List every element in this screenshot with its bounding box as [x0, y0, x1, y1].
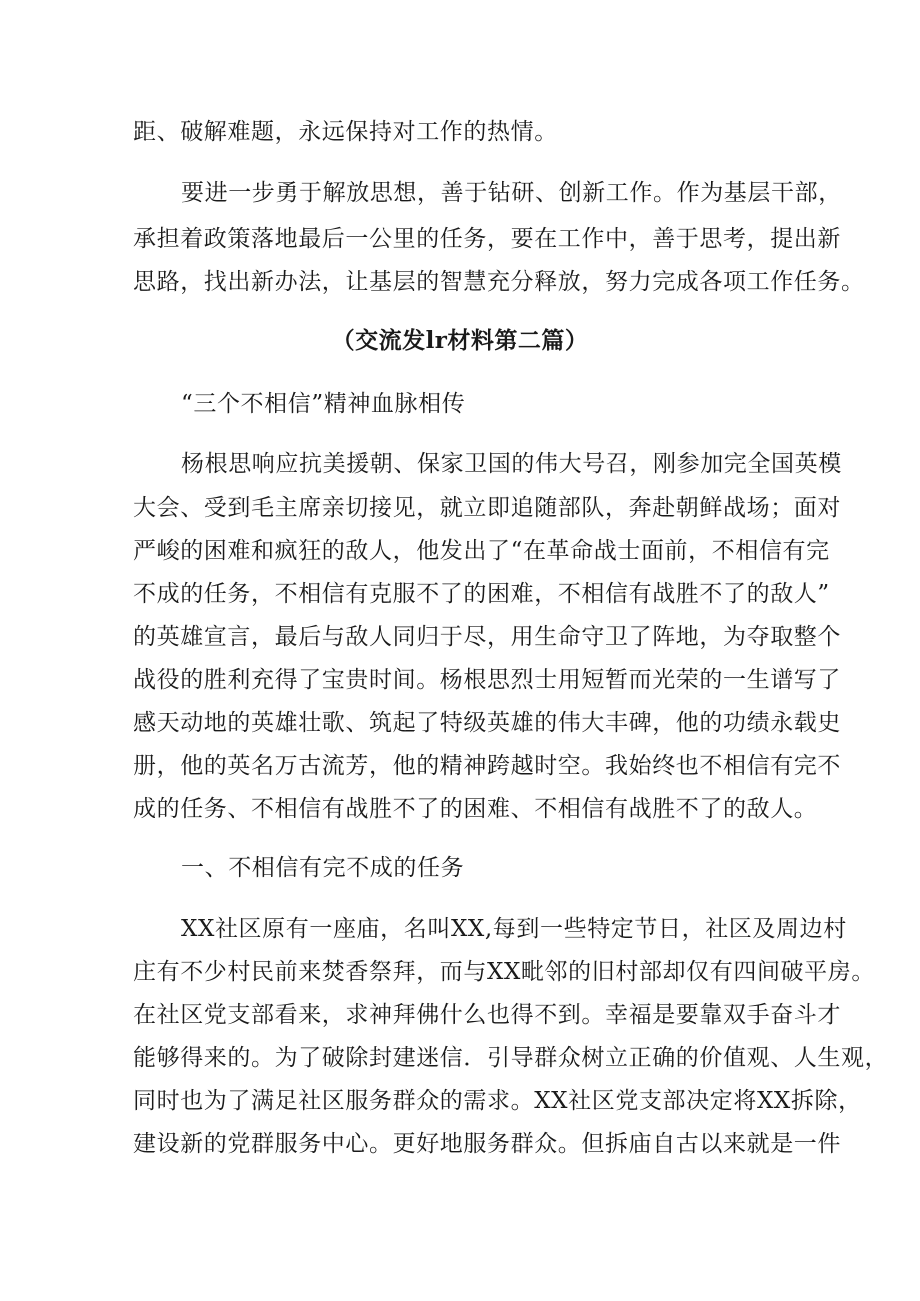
paragraph-line: XX社区原有一座庙，名叫XX,每到一些特定节日，社区及周边村: [181, 916, 847, 942]
section-heading: （交流发lr材料第二篇）: [331, 327, 589, 354]
paragraph-line: 要进一步勇于解放思想，善于钻研、创新工作。作为基层干部，: [181, 180, 842, 206]
paragraph-line: 大会、受到毛主席亲切接见，就立即追随部队，奔赴朝鲜战场；面对: [133, 495, 841, 521]
paragraph-line: 距、破解难题，永远保持对工作的热情。: [133, 119, 558, 145]
paragraph-line: 册，他的英名万古流芳，他的精神跨越时空。我始终也不相信有完不: [133, 753, 841, 779]
paragraph-line: 感天动地的英雄壮歌、筑起了特级英雄的伟大丰碑，他的功绩永载史: [133, 710, 841, 736]
paragraph-line: 的英雄宣言，最后与敌人同归于尽，用生命守卫了阵地，为夺取整个: [133, 624, 841, 650]
paragraph-line: 能够得来的。为了破除封建迷信．引导群众树立正确的价值观、人生观，: [133, 1045, 889, 1071]
paragraph-line: 战役的胜利充得了宝贵时间。杨根思烈士用短暂而光荣的一生谱写了: [133, 667, 841, 693]
paragraph-line: 思路，找出新办法，让基层的智慧充分释放，努力完成各项工作任务。: [133, 269, 865, 295]
paragraph-line: 在社区党支部看来，求神拜佛什么也得不到。幸福是要靠双手奋斗才: [133, 1002, 841, 1028]
section-title: 一、不相信有完不成的任务: [181, 855, 465, 881]
paragraph-line: 承担着政策落地最后一公里的任务，要在工作中，善于思考，提出新: [133, 226, 841, 252]
paragraph-line: 不成的任务，不相信有克服不了的困难，不相信有战胜不了的敌人”: [133, 581, 830, 607]
paragraph-line: 庄有不少村民前来焚香祭拜，而与XX毗邻的旧村部却仅有四间破平房。: [133, 959, 875, 985]
paragraph-line: 建设新的党群服务中心。更好地服务群众。但拆庙自古以来就是一件: [133, 1131, 841, 1157]
paragraph-line: 成的任务、不相信有战胜不了的困难、不相信有战胜不了的敌人。: [133, 796, 818, 822]
paragraph-line: 同时也为了满足社区服务群众的需求。XX社区党支部决定将XX拆除，: [133, 1088, 862, 1114]
subtitle: “三个不相信”精神血脉相传: [181, 391, 466, 417]
paragraph-line: 杨根思响应抗美援朝、保家卫国的伟大号召，刚参加完全国英模: [181, 451, 842, 477]
paragraph-line: 严峻的困难和疯狂的敌人，他发出了“在革命战士面前，不相信有完: [133, 538, 830, 564]
